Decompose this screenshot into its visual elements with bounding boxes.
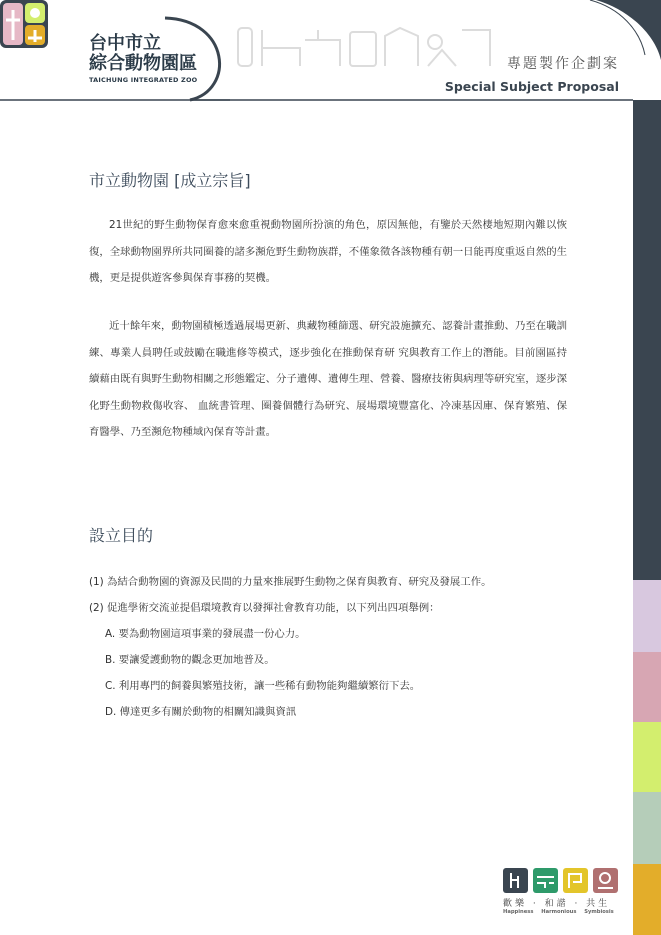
- zoo-logo: [0, 0, 48, 48]
- snail-icon: [593, 868, 618, 893]
- footer-slogan-cn: 歡樂 · 和諧 · 共生: [503, 899, 611, 909]
- section-heading-objectives: 設立目的: [89, 526, 154, 545]
- list-item: B. 要讓愛護動物的觀念更加地普及。: [105, 654, 275, 666]
- list-item: A. 要為動物園這項事業的發展盡一份心力。: [105, 628, 306, 640]
- logo-subtitle: TAICHUNG INTEGRATED ZOO: [89, 76, 198, 84]
- tree-icon: [503, 868, 528, 893]
- monkey-icon: [533, 868, 558, 893]
- color-sidebar: [633, 100, 661, 935]
- logo-title: 台中市立: [89, 33, 161, 54]
- header-lineart: [238, 28, 490, 66]
- footer-slogan-en: Happiness Harmonious Symbiosis: [503, 909, 614, 915]
- purpose-paragraph-1: 21世紀的野生動物保育愈來愈重視動物園所扮演的角色，原因無他，有鑒於天然棲地短期內難以恢復，全球動物園界所共同圈養的諸多瀕危野生動物族群，不僅象徵各該物種有朝一日能再度重返自然的生機，更是提供遊客參與保育事務的契機。: [89, 219, 567, 284]
- doc-type-en: Special Subject Proposal: [444, 79, 619, 94]
- sidebar-lime: [633, 722, 661, 792]
- objectives-list: [89, 569, 589, 725]
- sidebar-rose: [633, 652, 661, 722]
- doc-type-cn: 專題製作企劃案: [507, 56, 619, 72]
- list-item: C. 利用專門的飼養與繁殖技術，讓一些稀有動物能夠繼續繁衍下去。: [105, 680, 421, 692]
- sidebar-sage: [633, 792, 661, 864]
- list-item: (1) 為結合動物園的資源及民間的力量來推展野生動物之保育與教育、研究及發展工作。: [89, 576, 492, 588]
- page-header: [0, 0, 661, 110]
- giraffe-icon: [563, 868, 588, 893]
- sidebar-dark: [633, 100, 661, 580]
- list-item: D. 傳達更多有關於動物的相關知識與資訊: [105, 706, 297, 718]
- section-heading-purpose: 市立動物園 [成立宗旨]: [89, 171, 251, 190]
- sidebar-lavender: [633, 580, 661, 652]
- logo-title-line2: 綜合動物園區: [89, 53, 197, 74]
- purpose-paragraph-2: 近十餘年來，動物園積極透過展場更新、典藏物種篩選、研究設施擴充、認養計畫推動、乃至在職訓練、專業人員聘任或鼓勵在職進修等模式，逐步強化在推動保育研 究與教育工作上的潛能。目前園區持續藉由既有與野生動物相關之形態鑑定、分子遺傳、遺傳生理、營養、醫療技術與病理等研究室，逐步深化野生動物救傷收容、 血統書管理、圈養個體行為研究、展場環境豐富化、冷凍基因庫、保育繁殖、保育醫學、乃至瀕危物種域內保育等計畫。: [89, 320, 567, 438]
- list-item: (2) 促進學術交流並提倡環境教育以發揮社會教育功能，以下列出四項舉例：: [89, 602, 440, 614]
- sidebar-gold: [633, 864, 661, 935]
